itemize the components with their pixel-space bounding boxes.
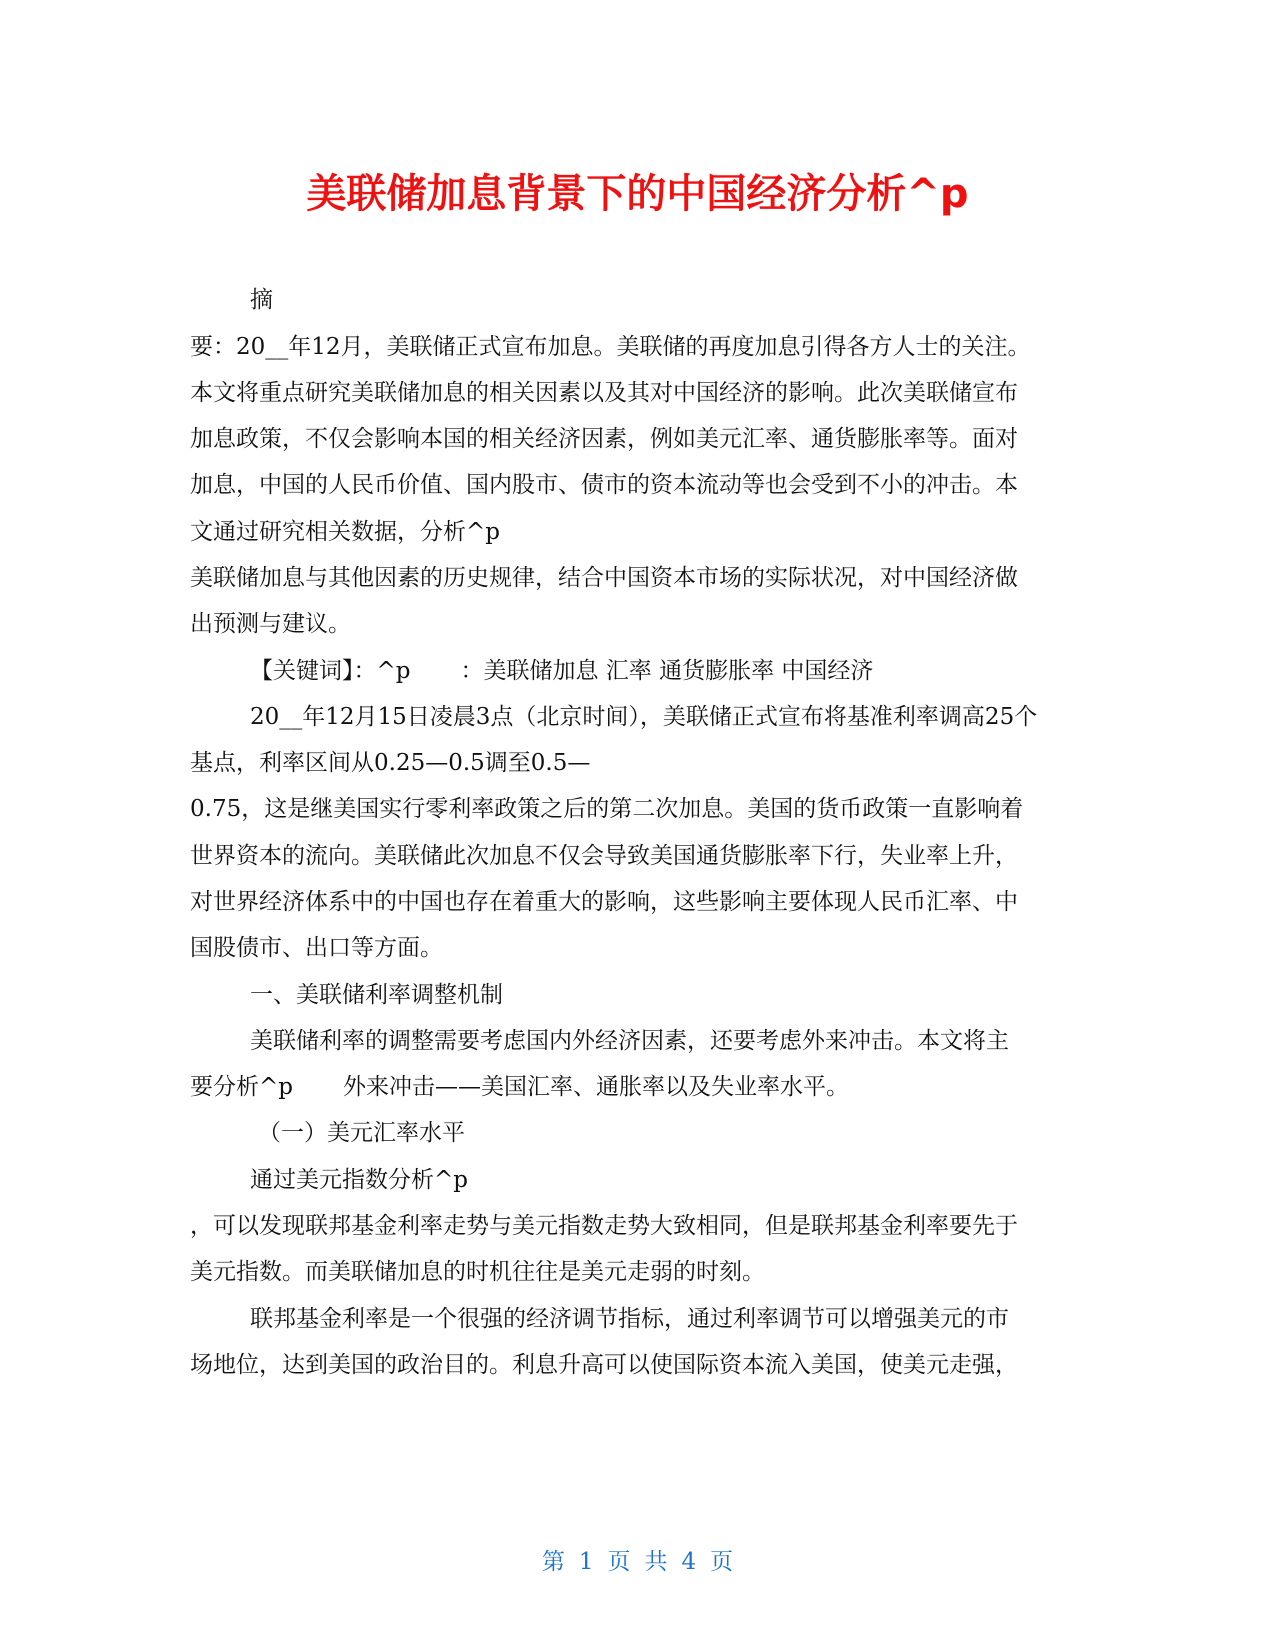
abstract-line: 加息政策，不仅会影响本国的相关经济因素，例如美元汇率、通货膨胀率等。面对 xyxy=(190,426,1018,452)
footer-page-word: 第 xyxy=(541,1549,565,1575)
paragraph-line: 联邦基金利率是一个很强的经济调节指标，通过利率调节可以增强美元的市 xyxy=(250,1306,1009,1332)
abstract-line: 要：20__年12月，美联储正式宣布加息。美联储的再度加息引得各方人士的关注。 xyxy=(190,334,1031,360)
section1-line-start: 要分析^p xyxy=(190,1074,293,1100)
keywords-text: ：美联储加息 汇率 通货膨胀率 中国经济 xyxy=(460,658,874,684)
intro-line: 基点，利率区间从0.25—0.5调至0.5— xyxy=(190,750,591,776)
abstract-line: 文通过研究相关数据，分析^p xyxy=(190,519,500,545)
abstract-label: 摘 xyxy=(250,287,273,313)
section1-line: 美联储利率的调整需要考虑国内外经济因素，还要考虑外来冲击。本文将主 xyxy=(250,1028,1009,1054)
keywords-label: 【关键词】：^p xyxy=(250,658,411,684)
section1-line xyxy=(190,1072,849,1102)
footer-page-unit: 页 xyxy=(607,1549,631,1575)
intro-line: 0.75，这是继美国实行零利率政策之后的第二次加息。美国的货币政策一直影响着 xyxy=(190,796,1024,822)
subsection1-line: 美元指数。而美联储加息的时机往往是美元走弱的时刻。 xyxy=(190,1259,765,1285)
intro-line: 世界资本的流向。美联储此次加息不仅会导致美国通货膨胀率下行，失业率上升， xyxy=(190,843,1018,869)
page-footer xyxy=(0,1547,1275,1577)
footer-total-word: 共 xyxy=(644,1549,668,1575)
intro-line: 20__年12月15日凌晨3点（北京时间），美联储正式宣布将基准利率调高25个 xyxy=(250,704,1038,730)
footer-page-number: 1 xyxy=(578,1549,594,1575)
subsection-heading: （一）美元汇率水平 xyxy=(258,1120,465,1146)
abstract-line: 加息，中国的人民币价值、国内股市、债市的资本流动等也会受到不小的冲击。本 xyxy=(190,472,1018,498)
subsection1-line: ，可以发现联邦基金利率走势与美元指数走势大致相同，但是联邦基金利率要先于 xyxy=(190,1213,1018,1239)
abstract-line: 出预测与建议。 xyxy=(190,611,351,637)
paragraph-line: 场地位，达到美国的政治目的。利息升高可以使国际资本流入美国，使美元走强， xyxy=(190,1352,1018,1378)
subsection1-line: 通过美元指数分析^p xyxy=(250,1167,468,1193)
footer-total-unit: 页 xyxy=(710,1549,734,1575)
keywords-line xyxy=(250,656,873,686)
footer-total-number: 4 xyxy=(681,1549,697,1575)
document-title: 美联储加息背景下的中国经济分析^p xyxy=(306,171,969,217)
section-heading: 一、美联储利率调整机制 xyxy=(250,982,503,1008)
intro-line: 对世界经济体系中的中国也存在着重大的影响，这些影响主要体现人民币汇率、中 xyxy=(190,889,1018,915)
intro-line: 国股债市、出口等方面。 xyxy=(190,935,443,961)
section1-line-end: 外来冲击——美国汇率、通胀率以及失业率水平。 xyxy=(343,1074,849,1100)
abstract-line: 美联储加息与其他因素的历史规律，结合中国资本市场的实际状况，对中国经济做 xyxy=(190,565,1018,591)
abstract-line: 本文将重点研究美联储加息的相关因素以及其对中国经济的影响。此次美联储宣布 xyxy=(190,380,1018,406)
